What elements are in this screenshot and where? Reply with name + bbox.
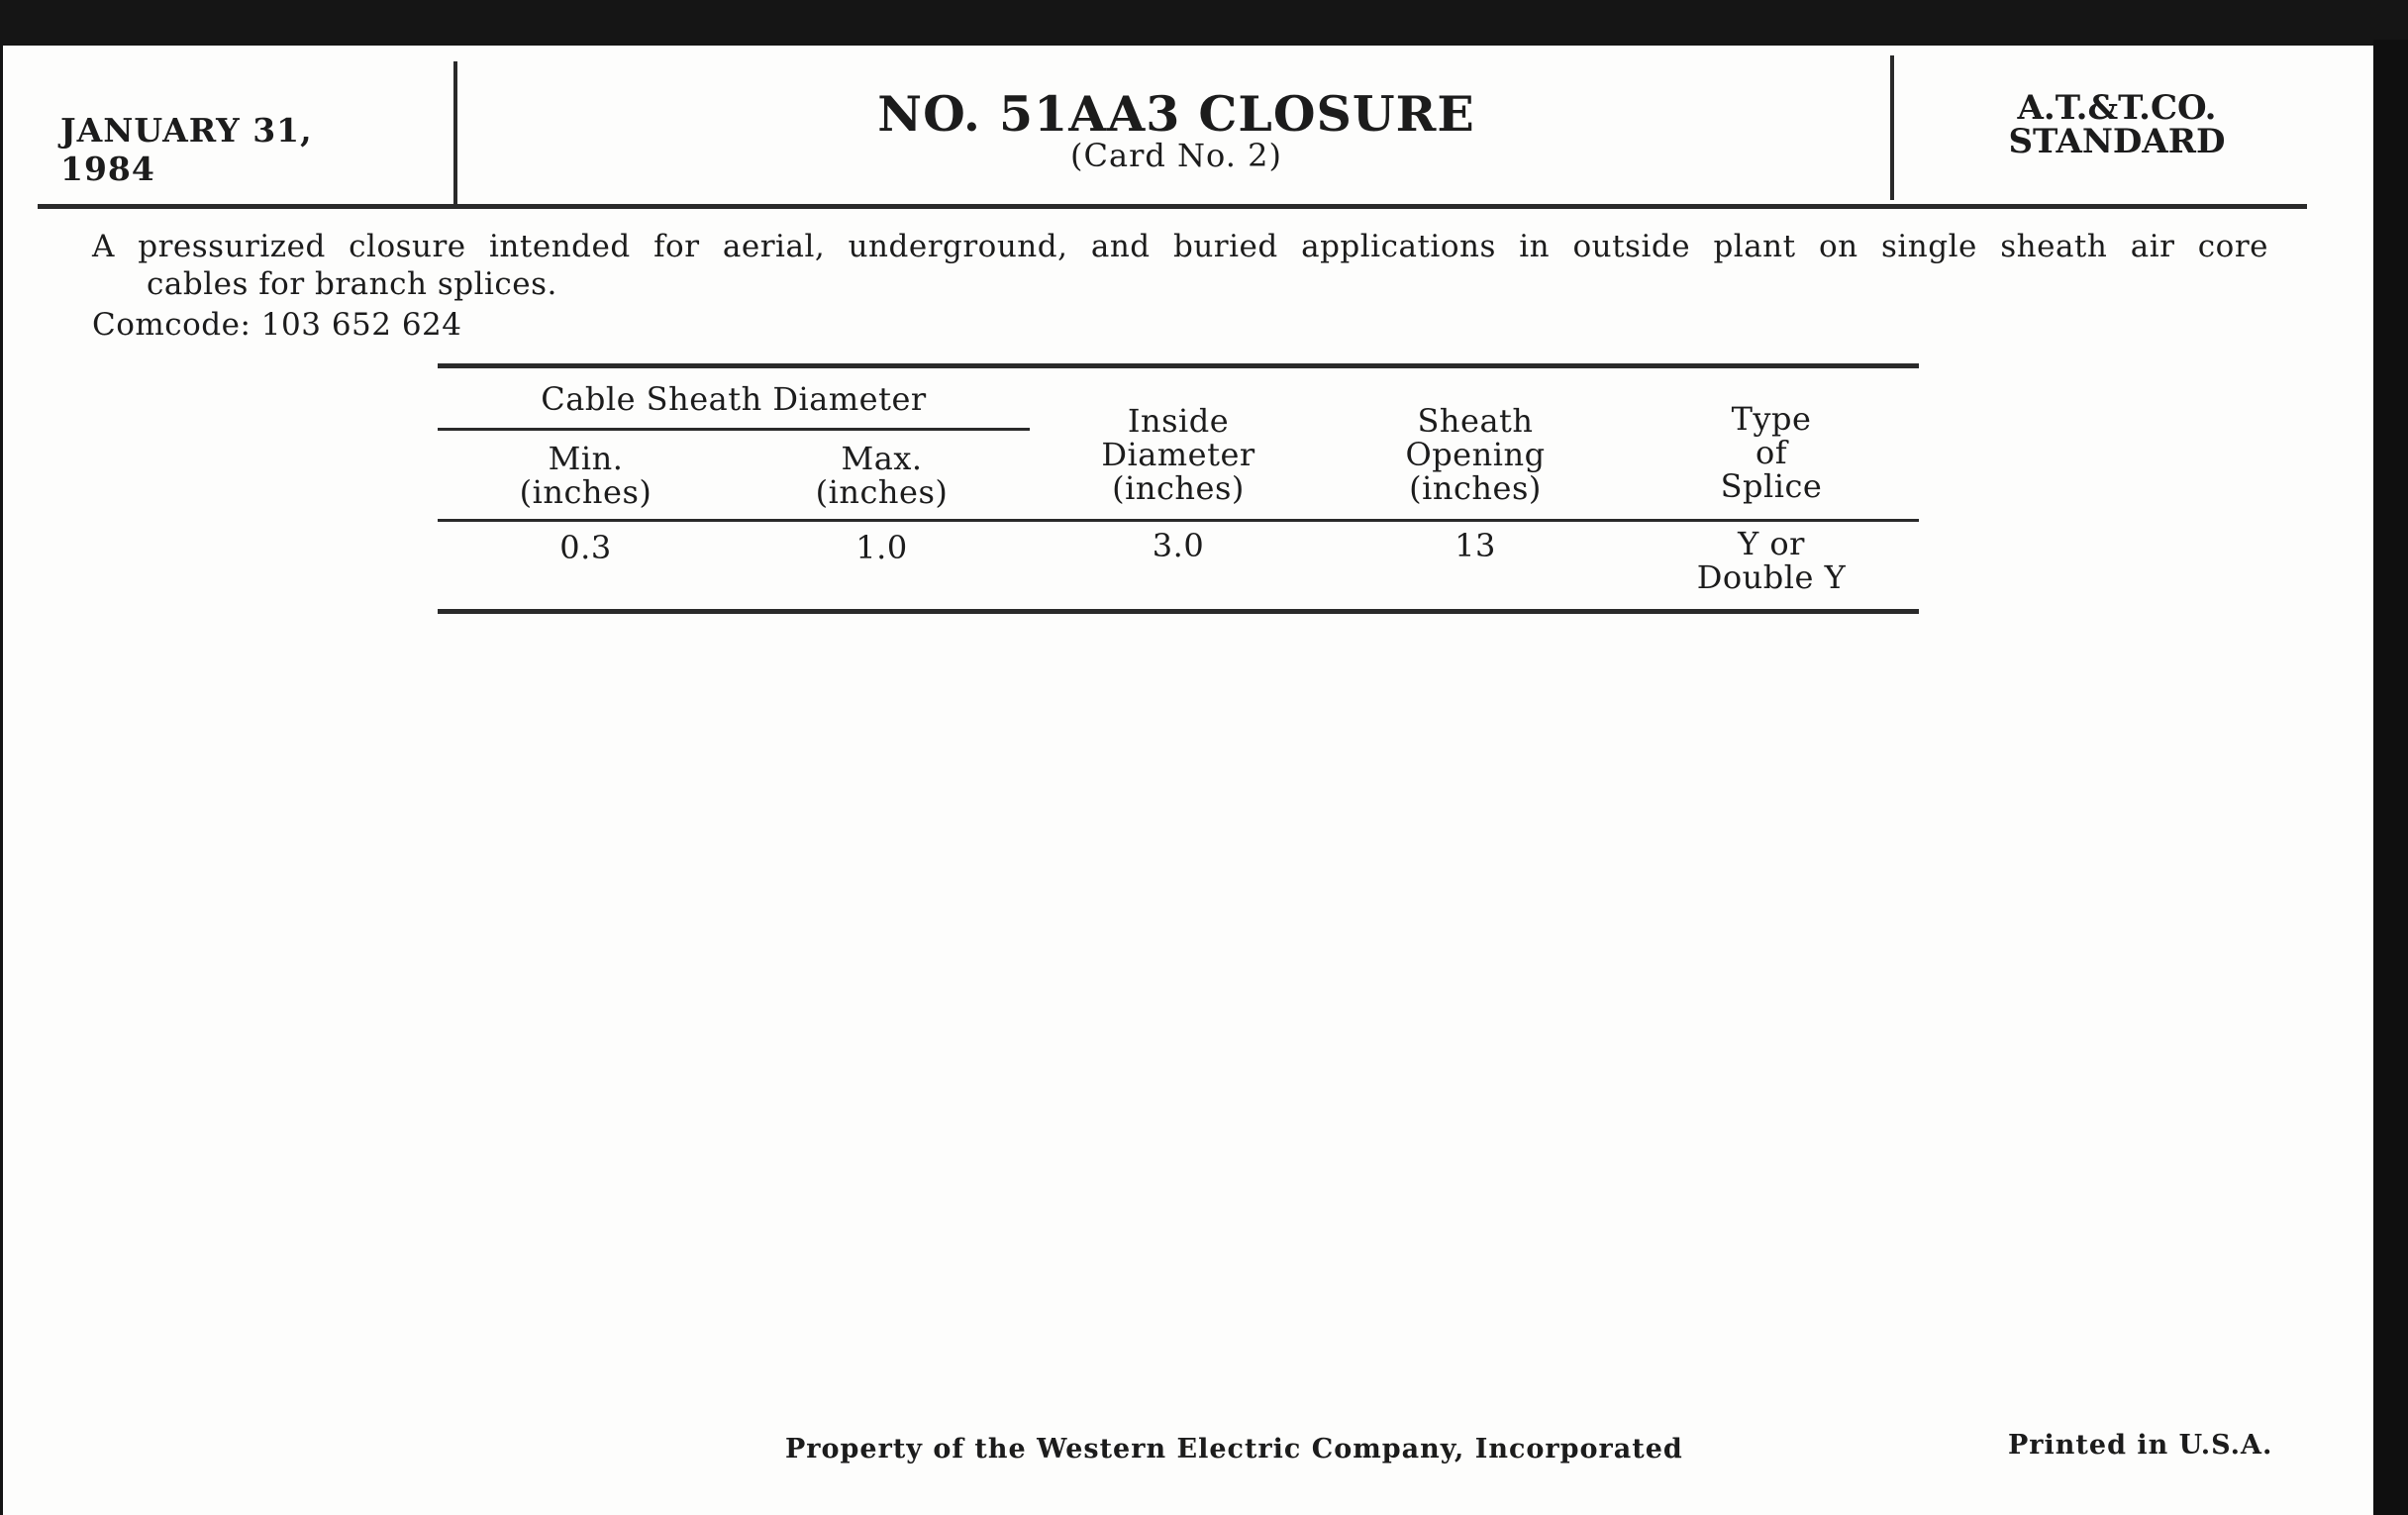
column-header-line: Opening <box>1405 436 1546 473</box>
cell-min: 0.3 <box>559 529 612 566</box>
column-header-sheath-opening <box>1327 404 1624 505</box>
column-header-inside-diameter <box>1030 404 1327 505</box>
header-divider-right <box>1890 55 1894 200</box>
comcode: Comcode: 103 652 624 <box>92 307 462 343</box>
standard-mark <box>1899 88 2335 161</box>
cell-sheath-opening: 13 <box>1455 527 1496 564</box>
column-header-type-of-splice <box>1624 402 1919 503</box>
header-divider-left <box>453 61 457 208</box>
column-header-line: Sheath <box>1417 402 1534 440</box>
cell-inside-diameter: 3.0 <box>1152 527 1205 564</box>
standard-card <box>3 46 2373 1515</box>
card-number: (Card No. 2) <box>1070 137 1282 174</box>
cell-line: Y or <box>1738 525 1805 562</box>
group-header-rule <box>438 428 1030 431</box>
column-header-line: (inches) <box>815 473 949 511</box>
table-header-rule <box>438 519 1919 522</box>
property-notice: Property of the Western Electric Company, Incorporated <box>785 1434 1683 1464</box>
description-line-1: A pressurized closure intended for aerial, underground, and buried applications in outside plant on single sheath air core <box>92 229 2268 264</box>
column-header-max <box>734 442 1030 509</box>
standard-line-2: STANDARD <box>2008 122 2226 161</box>
table-top-rule <box>438 363 1919 368</box>
cell-line: Double Y <box>1696 558 1847 596</box>
header-rule <box>38 204 2307 209</box>
column-header-min <box>438 442 734 509</box>
column-header-line: Max. <box>841 440 923 477</box>
column-header-line: (inches) <box>1409 469 1542 507</box>
cell-type-of-splice <box>1624 527 1919 594</box>
page-title: NO. 51AA3 CLOSURE <box>877 85 1475 143</box>
column-header-line: Splice <box>1720 467 1823 505</box>
column-header-line: Min. <box>548 440 624 477</box>
standard-line-1: A.T.&T.CO. <box>2017 88 2217 128</box>
issue-date: JANUARY 31, 1984 <box>60 111 313 188</box>
scan-edge <box>2373 40 2408 1515</box>
column-header-line: of <box>1755 434 1788 471</box>
printed-notice: Printed in U.S.A. <box>2008 1430 2273 1461</box>
cell-max: 1.0 <box>855 529 908 566</box>
column-header-line: Inside <box>1127 402 1230 440</box>
column-header-line: Diameter <box>1101 436 1255 473</box>
column-header-line: (inches) <box>519 473 652 511</box>
description-line-2: cables for branch splices. <box>147 266 557 302</box>
column-header-line: (inches) <box>1112 469 1245 507</box>
column-header-line: Type <box>1731 400 1812 438</box>
table-bottom-rule <box>438 609 1919 614</box>
group-header: Cable Sheath Diameter <box>541 380 927 418</box>
